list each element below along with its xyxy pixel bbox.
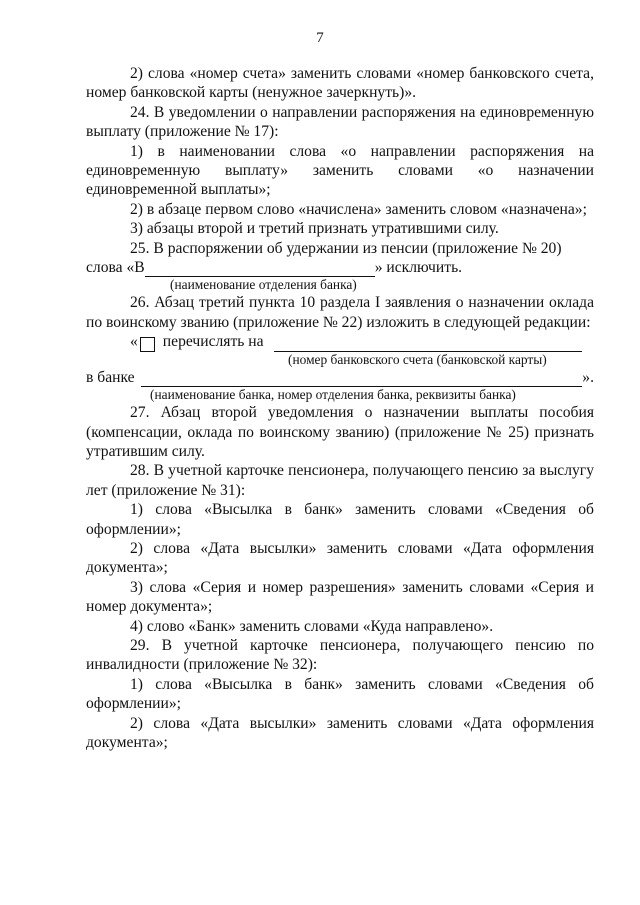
words-prefix: слова «В <box>86 259 145 277</box>
checkbox-icon <box>140 337 155 352</box>
paragraph: 1) в наименовании слова «о направлении распоряжения на единовременную выплату» заменить словами «о назначении единовременной выплаты»; <box>86 142 594 199</box>
caption-bank-details: (наименование банка, номер отделения банка, реквизиты банка) <box>150 387 516 403</box>
page-number: 7 <box>316 30 324 46</box>
quote-open: « <box>130 333 138 351</box>
document-body <box>86 64 594 752</box>
paragraph: 24. В уведомлении о направлении распоряжения на единовременную выплату (приложение № 17): <box>86 103 594 141</box>
transfer-line <box>86 332 594 351</box>
transfer-text: перечислять на <box>162 333 264 351</box>
paragraph: 29. В учетной карточке пенсионера, получающего пенсию по инвалидности (приложение № 32): <box>86 636 594 674</box>
bank-blank <box>141 373 583 387</box>
bank-suffix: ». <box>582 368 594 386</box>
caption-account: (номер банковского счета (банковской карты) <box>288 351 547 367</box>
account-blank <box>274 338 582 352</box>
paragraph: 28. В учетной карточке пенсионера, получающего пенсию за выслугу лет (приложение № 31): <box>86 462 594 499</box>
paragraph: 25. В распоряжении об удержании из пенсии (приложение № 20) <box>130 239 562 257</box>
paragraph: 2) слова «номер счета» заменить словами «номер банковского счета, номер банковской карты (ненужное зачеркнуть)». <box>86 65 594 102</box>
caption-bank-branch: (наименование отделения банка) <box>170 277 357 293</box>
paragraph: 2) в абзаце первом слово «начислена» заменить словом «назначена»; <box>130 200 587 218</box>
paragraph: 2) слова «Дата высылки» заменить словами «Дата оформления документа»; <box>86 714 594 751</box>
bank-branch-blank <box>145 263 375 277</box>
bank-branch-line <box>86 258 594 277</box>
paragraph: 3) слова «Серия и номер разрешения» заменить словами «Серия и номер документа»; <box>86 578 594 616</box>
paragraph: 4) слово «Банк» заменить словами «Куда направлено». <box>130 617 494 635</box>
paragraph: 2) слова «Дата высылки» заменить словами «Дата оформления документа»; <box>86 539 594 577</box>
words-suffix: » исключить. <box>374 259 463 277</box>
bank-line <box>86 368 594 387</box>
paragraph: 3) абзацы второй и третий признать утратившими силу. <box>130 220 499 238</box>
paragraph: 1) слова «Высылка в банк» заменить словами «Сведения об оформлении»; <box>86 675 594 713</box>
paragraph: 26. Абзац третий пункта 10 раздела I заявления о назначении оклада по воинскому званию (приложение № 22) изложить в следующей редакции: <box>86 294 594 331</box>
paragraph: 27. Абзац второй уведомления о назначении выплаты пособия (компенсации, оклада по воинскому званию) (приложение № 25) признать утратившим силу. <box>86 404 594 460</box>
bank-prefix: в банке <box>86 368 135 386</box>
paragraph: 1) слова «Высылка в банк» заменить словами «Сведения об оформлении»; <box>86 501 594 538</box>
